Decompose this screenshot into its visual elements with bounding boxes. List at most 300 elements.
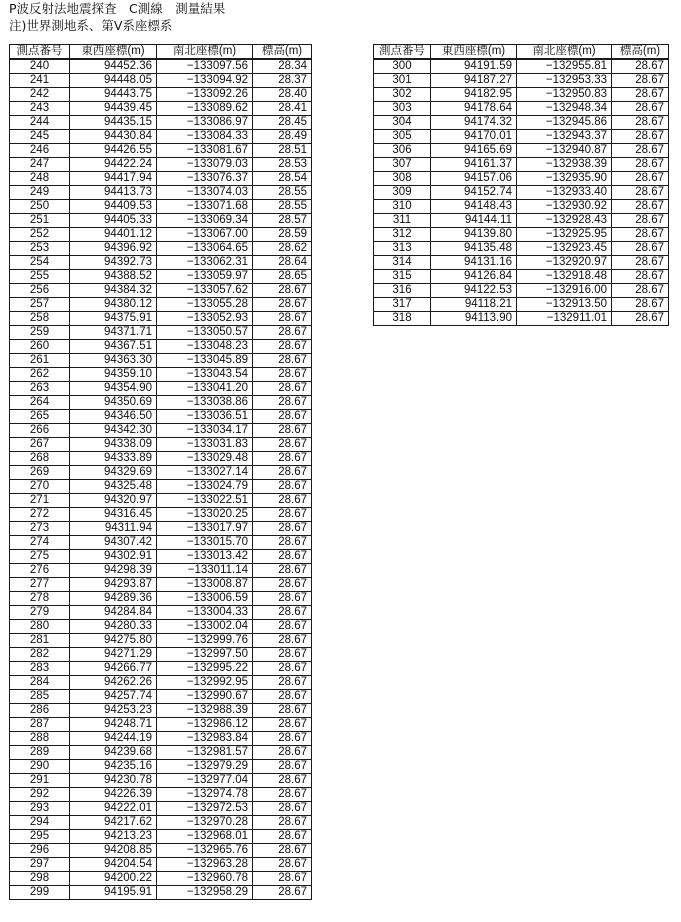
table-row [10,172,312,186]
easting-cell: 94239.68 [70,746,157,760]
elevation-cell: 28.67 [253,648,312,662]
table-row [10,200,312,214]
table-row [10,438,312,452]
northing-cell: −132999.76 [157,634,253,648]
elevation-cell: 28.67 [253,578,312,592]
table-row [10,550,312,564]
elevation-cell: 28.67 [612,312,669,326]
northing-cell: −132916.00 [517,284,612,298]
easting-cell: 94413.73 [70,186,157,200]
point-number-cell: 280 [10,620,70,634]
table-row [10,326,312,340]
northing-cell: −132965.76 [157,844,253,858]
point-number-cell: 286 [10,704,70,718]
northing-cell: −133011.14 [157,564,253,578]
point-number-cell: 253 [10,242,70,256]
easting-cell: 94367.51 [70,340,157,354]
easting-cell: 94439.45 [70,102,157,116]
easting-cell: 94230.78 [70,774,157,788]
point-number-cell: 291 [10,774,70,788]
northing-cell: −132988.39 [157,704,253,718]
easting-cell: 94139.80 [431,228,517,242]
table-row [374,270,669,284]
northing-cell: −132992.95 [157,676,253,690]
easting-cell: 94271.29 [70,648,157,662]
northing-cell: −132913.50 [517,298,612,312]
point-number-cell: 273 [10,522,70,536]
elevation-cell: 28.67 [612,256,669,270]
table-row [10,578,312,592]
point-number-cell: 260 [10,340,70,354]
easting-cell: 94253.23 [70,704,157,718]
table-row [374,59,669,74]
easting-cell: 94417.94 [70,172,157,186]
point-number-cell: 270 [10,480,70,494]
table-row [10,102,312,116]
point-number-cell: 252 [10,228,70,242]
table-row [374,130,669,144]
northing-cell: −133043.54 [157,368,253,382]
easting-cell: 94161.37 [431,158,517,172]
elevation-cell: 28.67 [253,424,312,438]
northing-cell: −132923.45 [517,242,612,256]
point-number-cell: 281 [10,634,70,648]
point-number-cell: 299 [10,886,70,900]
point-number-cell: 282 [10,648,70,662]
elevation-cell: 28.67 [253,872,312,886]
northing-cell: −133064.65 [157,242,253,256]
easting-cell: 94170.01 [431,130,517,144]
easting-cell: 94165.69 [431,144,517,158]
easting-cell: 94126.84 [431,270,517,284]
point-number-cell: 261 [10,354,70,368]
elevation-cell: 28.34 [253,59,312,74]
elevation-cell: 28.53 [253,158,312,172]
northing-cell: −133036.51 [157,410,253,424]
elevation-cell: 28.51 [253,144,312,158]
northing-cell: −133057.62 [157,284,253,298]
point-number-cell: 304 [374,116,431,130]
elevation-cell: 28.62 [253,242,312,256]
table-row [10,466,312,480]
elevation-cell: 28.67 [612,130,669,144]
northing-cell: −132918.48 [517,270,612,284]
elevation-cell: 28.67 [253,368,312,382]
easting-cell: 94435.15 [70,116,157,130]
elevation-cell: 28.64 [253,256,312,270]
elevation-cell: 28.67 [253,480,312,494]
easting-cell: 94266.77 [70,662,157,676]
elevation-cell: 28.57 [253,214,312,228]
easting-cell: 94152.74 [431,186,517,200]
northing-cell: −132977.04 [157,774,253,788]
easting-cell: 94298.39 [70,564,157,578]
table-row [10,718,312,732]
easting-cell: 94157.06 [431,172,517,186]
elevation-cell: 28.67 [612,88,669,102]
point-number-cell: 257 [10,298,70,312]
elevation-cell: 28.67 [253,788,312,802]
table-row [10,508,312,522]
elevation-cell: 28.67 [253,704,312,718]
table-row [10,214,312,228]
point-number-cell: 298 [10,872,70,886]
easting-cell: 94195.91 [70,886,157,900]
table-row [374,228,669,242]
table-row [10,522,312,536]
easting-cell: 94122.53 [431,284,517,298]
point-number-cell: 267 [10,438,70,452]
easting-cell: 94338.09 [70,438,157,452]
table-row [10,886,312,900]
elevation-cell: 28.67 [253,830,312,844]
northing-cell: −132911.01 [517,312,612,326]
northing-cell: −133020.25 [157,508,253,522]
point-number-cell: 240 [10,59,70,74]
point-number-cell: 278 [10,592,70,606]
easting-cell: 94280.33 [70,620,157,634]
northing-cell: −133062.31 [157,256,253,270]
northing-cell: −133013.42 [157,550,253,564]
table-row [10,74,312,88]
table-row [10,592,312,606]
header-easting: 東西座標(m) [431,45,517,60]
northing-cell: −132968.01 [157,830,253,844]
northing-cell: −133050.57 [157,326,253,340]
elevation-cell: 28.67 [612,59,669,74]
point-number-cell: 248 [10,172,70,186]
elevation-cell: 28.67 [253,816,312,830]
table-row [10,410,312,424]
table-row [374,298,669,312]
table-row [10,452,312,466]
northing-cell: −133002.04 [157,620,253,634]
elevation-cell: 28.67 [253,858,312,872]
survey-table-left [9,44,312,900]
point-number-cell: 305 [374,130,431,144]
easting-cell: 94384.32 [70,284,157,298]
northing-cell: −133089.62 [157,102,253,116]
northing-cell: −132979.29 [157,760,253,774]
elevation-cell: 28.67 [253,886,312,900]
northing-cell: −132990.67 [157,690,253,704]
northing-cell: −132935.90 [517,172,612,186]
point-number-cell: 251 [10,214,70,228]
easting-cell: 94405.33 [70,214,157,228]
elevation-cell: 28.67 [253,298,312,312]
point-number-cell: 307 [374,158,431,172]
elevation-cell: 28.55 [253,186,312,200]
northing-cell: −133069.34 [157,214,253,228]
elevation-cell: 28.67 [253,802,312,816]
table-row [10,564,312,578]
easting-cell: 94311.94 [70,522,157,536]
point-number-cell: 275 [10,550,70,564]
easting-cell: 94316.45 [70,508,157,522]
northing-cell: −132958.29 [157,886,253,900]
northing-cell: −132950.83 [517,88,612,102]
table-row [10,256,312,270]
point-number-cell: 306 [374,144,431,158]
table-row [374,144,669,158]
easting-cell: 94342.30 [70,424,157,438]
easting-cell: 94448.05 [70,74,157,88]
northing-cell: −133034.17 [157,424,253,438]
northing-cell: −132930.92 [517,200,612,214]
easting-cell: 94178.64 [431,102,517,116]
northing-cell: −132986.12 [157,718,253,732]
table-row [10,732,312,746]
northing-cell: −132925.95 [517,228,612,242]
elevation-cell: 28.67 [612,242,669,256]
elevation-cell: 28.67 [253,564,312,578]
easting-cell: 94200.22 [70,872,157,886]
easting-cell: 94375.91 [70,312,157,326]
elevation-cell: 28.67 [612,228,669,242]
elevation-cell: 28.67 [612,200,669,214]
table-row [10,158,312,172]
easting-cell: 94354.90 [70,382,157,396]
table-header-row [10,45,312,60]
point-number-cell: 318 [374,312,431,326]
easting-cell: 94191.59 [431,59,517,74]
northing-cell: −132953.33 [517,74,612,88]
elevation-cell: 28.67 [612,214,669,228]
table-row [374,312,669,326]
northing-cell: −133084.33 [157,130,253,144]
table-row [374,172,669,186]
point-number-cell: 250 [10,200,70,214]
header-point-number: 測点番号 [374,45,431,60]
point-number-cell: 313 [374,242,431,256]
point-number-cell: 283 [10,662,70,676]
northing-cell: −133048.23 [157,340,253,354]
northing-cell: −133041.20 [157,382,253,396]
point-number-cell: 309 [374,186,431,200]
northing-cell: −133092.26 [157,88,253,102]
header-elevation: 標高(m) [612,45,669,60]
easting-cell: 94144.11 [431,214,517,228]
header-easting: 東西座標(m) [70,45,157,60]
elevation-cell: 28.67 [612,158,669,172]
easting-cell: 94113.90 [431,312,517,326]
elevation-cell: 28.67 [253,410,312,424]
table-row [10,844,312,858]
table-row [10,802,312,816]
table-row [374,256,669,270]
easting-cell: 94452.36 [70,59,157,74]
elevation-cell: 28.67 [253,438,312,452]
northing-cell: −132920.97 [517,256,612,270]
survey-table-right [373,44,669,326]
table-row [374,116,669,130]
northing-cell: −133015.70 [157,536,253,550]
easting-cell: 94401.12 [70,228,157,242]
elevation-cell: 28.67 [612,102,669,116]
elevation-cell: 28.67 [253,592,312,606]
point-number-cell: 316 [374,284,431,298]
northing-cell: −133024.79 [157,480,253,494]
easting-cell: 94244.19 [70,732,157,746]
easting-cell: 94148.43 [431,200,517,214]
table-row [374,214,669,228]
easting-cell: 94257.74 [70,690,157,704]
elevation-cell: 28.67 [612,186,669,200]
point-number-cell: 256 [10,284,70,298]
point-number-cell: 312 [374,228,431,242]
easting-cell: 94213.23 [70,830,157,844]
point-number-cell: 303 [374,102,431,116]
header-point-number: 測点番号 [10,45,70,60]
table-row [10,312,312,326]
northing-cell: −132972.53 [157,802,253,816]
point-number-cell: 263 [10,382,70,396]
easting-cell: 94329.69 [70,466,157,480]
easting-cell: 94325.48 [70,480,157,494]
elevation-cell: 28.49 [253,130,312,144]
point-number-cell: 290 [10,760,70,774]
easting-cell: 94409.53 [70,200,157,214]
point-number-cell: 262 [10,368,70,382]
easting-cell: 94262.26 [70,676,157,690]
table-row [10,620,312,634]
table-row [374,242,669,256]
elevation-cell: 28.67 [612,116,669,130]
northing-cell: −133006.59 [157,592,253,606]
easting-cell: 94118.21 [431,298,517,312]
table-row [10,690,312,704]
point-number-cell: 293 [10,802,70,816]
easting-cell: 94396.92 [70,242,157,256]
point-number-cell: 301 [374,74,431,88]
point-number-cell: 302 [374,88,431,102]
point-number-cell: 249 [10,186,70,200]
easting-cell: 94208.85 [70,844,157,858]
table-row [10,816,312,830]
table-row [10,298,312,312]
elevation-cell: 28.67 [253,340,312,354]
northing-cell: −132997.50 [157,648,253,662]
elevation-cell: 28.37 [253,74,312,88]
point-number-cell: 255 [10,270,70,284]
point-number-cell: 289 [10,746,70,760]
point-number-cell: 315 [374,270,431,284]
easting-cell: 94226.39 [70,788,157,802]
elevation-cell: 28.67 [612,74,669,88]
northing-cell: −133081.67 [157,144,253,158]
elevation-cell: 28.67 [253,522,312,536]
northing-cell: −133031.83 [157,438,253,452]
northing-cell: −132948.34 [517,102,612,116]
easting-cell: 94182.95 [431,88,517,102]
easting-cell: 94204.54 [70,858,157,872]
easting-cell: 94222.01 [70,802,157,816]
point-number-cell: 241 [10,74,70,88]
table-row [10,746,312,760]
table-row [10,88,312,102]
table-row [10,536,312,550]
northing-cell: −133055.28 [157,298,253,312]
table-row [10,354,312,368]
table-row [10,872,312,886]
northing-cell: −133076.37 [157,172,253,186]
table-row [374,186,669,200]
northing-cell: −133029.48 [157,452,253,466]
northing-cell: −132974.78 [157,788,253,802]
point-number-cell: 292 [10,788,70,802]
table-row [374,88,669,102]
northing-cell: −132970.28 [157,816,253,830]
point-number-cell: 243 [10,102,70,116]
northing-cell: −133017.97 [157,522,253,536]
elevation-cell: 28.45 [253,116,312,130]
table-row [374,74,669,88]
easting-cell: 94217.62 [70,816,157,830]
table-row [10,606,312,620]
easting-cell: 94320.97 [70,494,157,508]
point-number-cell: 246 [10,144,70,158]
table-row [10,634,312,648]
point-number-cell: 266 [10,424,70,438]
elevation-cell: 28.67 [612,298,669,312]
point-number-cell: 294 [10,816,70,830]
table-row [10,130,312,144]
table-row [10,368,312,382]
northing-cell: −132943.37 [517,130,612,144]
easting-cell: 94443.75 [70,88,157,102]
point-number-cell: 258 [10,312,70,326]
easting-cell: 94380.12 [70,298,157,312]
table-row [10,774,312,788]
elevation-cell: 28.67 [253,382,312,396]
northing-cell: −133086.97 [157,116,253,130]
northing-cell: −133004.33 [157,606,253,620]
point-number-cell: 244 [10,116,70,130]
easting-cell: 94284.84 [70,606,157,620]
easting-cell: 94235.16 [70,760,157,774]
elevation-cell: 28.67 [253,620,312,634]
elevation-cell: 28.67 [612,172,669,186]
point-number-cell: 272 [10,508,70,522]
elevation-cell: 28.67 [253,662,312,676]
northing-cell: −132983.84 [157,732,253,746]
elevation-cell: 28.67 [612,144,669,158]
northing-cell: −132938.39 [517,158,612,172]
elevation-cell: 28.55 [253,200,312,214]
northing-cell: −133022.51 [157,494,253,508]
northing-cell: −132981.57 [157,746,253,760]
table-row [10,270,312,284]
northing-cell: −132955.81 [517,59,612,74]
elevation-cell: 28.67 [253,284,312,298]
point-number-cell: 277 [10,578,70,592]
easting-cell: 94422.24 [70,158,157,172]
elevation-cell: 28.67 [253,466,312,480]
point-number-cell: 259 [10,326,70,340]
point-number-cell: 284 [10,676,70,690]
northing-cell: −133038.86 [157,396,253,410]
northing-cell: −132933.40 [517,186,612,200]
elevation-cell: 28.67 [253,746,312,760]
point-number-cell: 295 [10,830,70,844]
point-number-cell: 300 [374,59,431,74]
easting-cell: 94135.48 [431,242,517,256]
table-row [10,704,312,718]
easting-cell: 94131.16 [431,256,517,270]
elevation-cell: 28.67 [253,550,312,564]
point-number-cell: 279 [10,606,70,620]
elevation-cell: 28.67 [253,634,312,648]
